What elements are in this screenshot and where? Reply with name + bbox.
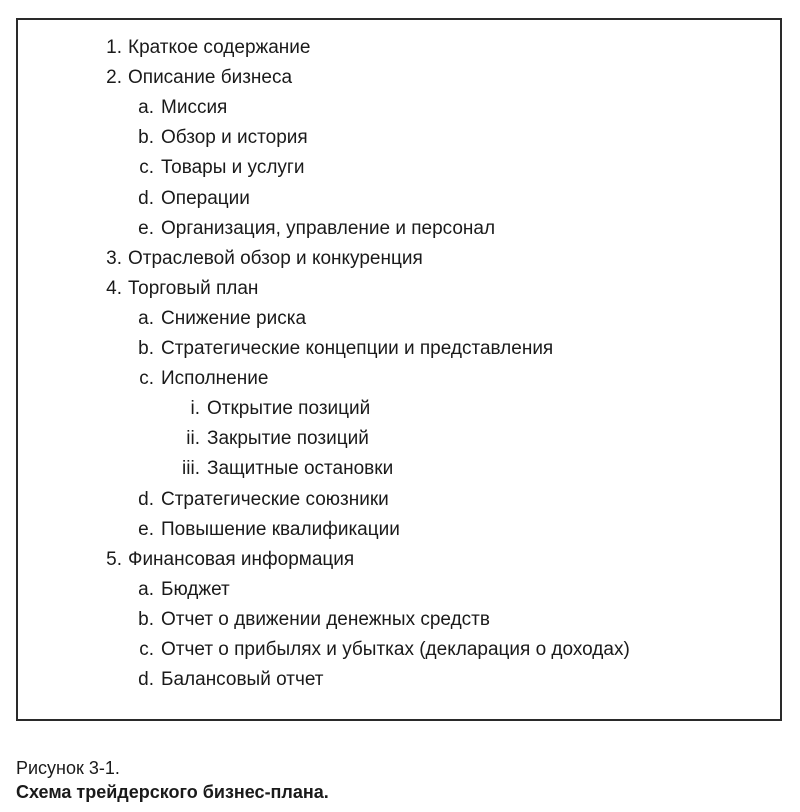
outline-item-marker: 4. [106, 277, 122, 299]
outline-item-level-2 [18, 94, 778, 122]
outline-item-text: Открытие позиций [207, 398, 371, 420]
outline-item-level-1 [18, 34, 778, 62]
outline-item-marker: 2. [106, 67, 122, 89]
outline-item-text: Обзор и история [161, 127, 308, 149]
outline-item-level-2 [18, 576, 778, 604]
outline-item-text: Отчет о движении денежных средств [161, 608, 490, 630]
outline-item-text: Отчет о прибылях и убытках (декларация о доходах) [161, 639, 630, 660]
outline-item-text: Балансовый отчет [161, 669, 324, 691]
outline-item-level-1 [18, 64, 778, 92]
outline-box [16, 18, 782, 721]
outline-item-marker: ii. [186, 428, 200, 450]
outline-item-marker: d. [138, 187, 154, 209]
outline-item-level-2 [18, 486, 778, 514]
outline-item-text: Закрытие позиций [207, 428, 369, 450]
outline-item-marker: d. [138, 669, 154, 691]
outline-item-text: Миссия [161, 97, 228, 119]
outline-item-level-2 [18, 636, 778, 664]
outline-item-marker: b. [138, 127, 154, 149]
outline-item-marker: b. [138, 338, 154, 359]
outline-item-marker: e. [138, 217, 154, 239]
outline-item-text: Снижение риска [161, 307, 307, 329]
outline-item-text: Финансовая информация [128, 548, 355, 570]
outline-item-text: Исполнение [161, 368, 269, 390]
outline-item-text: Отраслевой обзор и конкуренция [128, 247, 423, 269]
figure-title: Схема трейдерского бизнес-плана. [16, 782, 329, 802]
outline-item-marker: b. [138, 608, 154, 630]
outline-item-level-2 [18, 365, 778, 393]
outline-item-level-2 [18, 154, 778, 182]
outline-item-level-2 [18, 516, 778, 544]
outline-item-marker: c. [139, 639, 154, 660]
outline-item-marker: a. [138, 307, 154, 329]
outline-item-marker: e. [138, 518, 154, 540]
outline-item-text: Организация, управление и персонал [161, 217, 496, 239]
outline-item-level-2 [18, 606, 778, 634]
outline-item-level-2 [18, 335, 778, 363]
outline-item-text: Бюджет [161, 578, 230, 600]
outline-item-text: Стратегические концепции и представления [161, 338, 554, 359]
outline-item-marker: 1. [106, 37, 122, 58]
outline-item-level-2 [18, 185, 778, 213]
outline-item-marker: c. [139, 368, 154, 390]
outline-item-level-2 [18, 305, 778, 333]
outline-item-level-2 [18, 215, 778, 243]
outline-item-text: Краткое содержание [128, 37, 311, 58]
outline-item-text: Товары и услуги [161, 157, 305, 179]
outline-item-level-1 [18, 546, 778, 574]
outline-item-level-3 [18, 455, 778, 483]
outline-item-text: Операции [161, 187, 250, 209]
outline-item-text: Торговый план [128, 277, 259, 299]
outline-item-marker: a. [138, 578, 154, 600]
outline-item-level-2 [18, 666, 778, 694]
outline-item-level-1 [18, 275, 778, 303]
outline-item-marker: d. [138, 488, 154, 510]
outline-item-marker: c. [139, 157, 154, 179]
outline-item-marker: 3. [106, 247, 122, 269]
outline-item-text: Защитные остановки [207, 458, 394, 480]
outline-item-text: Стратегические союзники [161, 488, 389, 510]
outline-item-level-3 [18, 425, 778, 453]
outline-item-level-2 [18, 124, 778, 152]
figure-label: Рисунок 3-1. [16, 758, 120, 778]
outline-item-marker: iii. [182, 458, 200, 480]
outline-item-level-3 [18, 395, 778, 423]
outline-item-text: Описание бизнеса [128, 67, 293, 89]
outline-item-text: Повышение квалификации [161, 518, 400, 540]
outline-item-marker: i. [190, 398, 200, 420]
outline-item-marker: 5. [106, 548, 122, 570]
outline-item-marker: a. [138, 97, 154, 119]
outline-item-level-1 [18, 245, 778, 273]
